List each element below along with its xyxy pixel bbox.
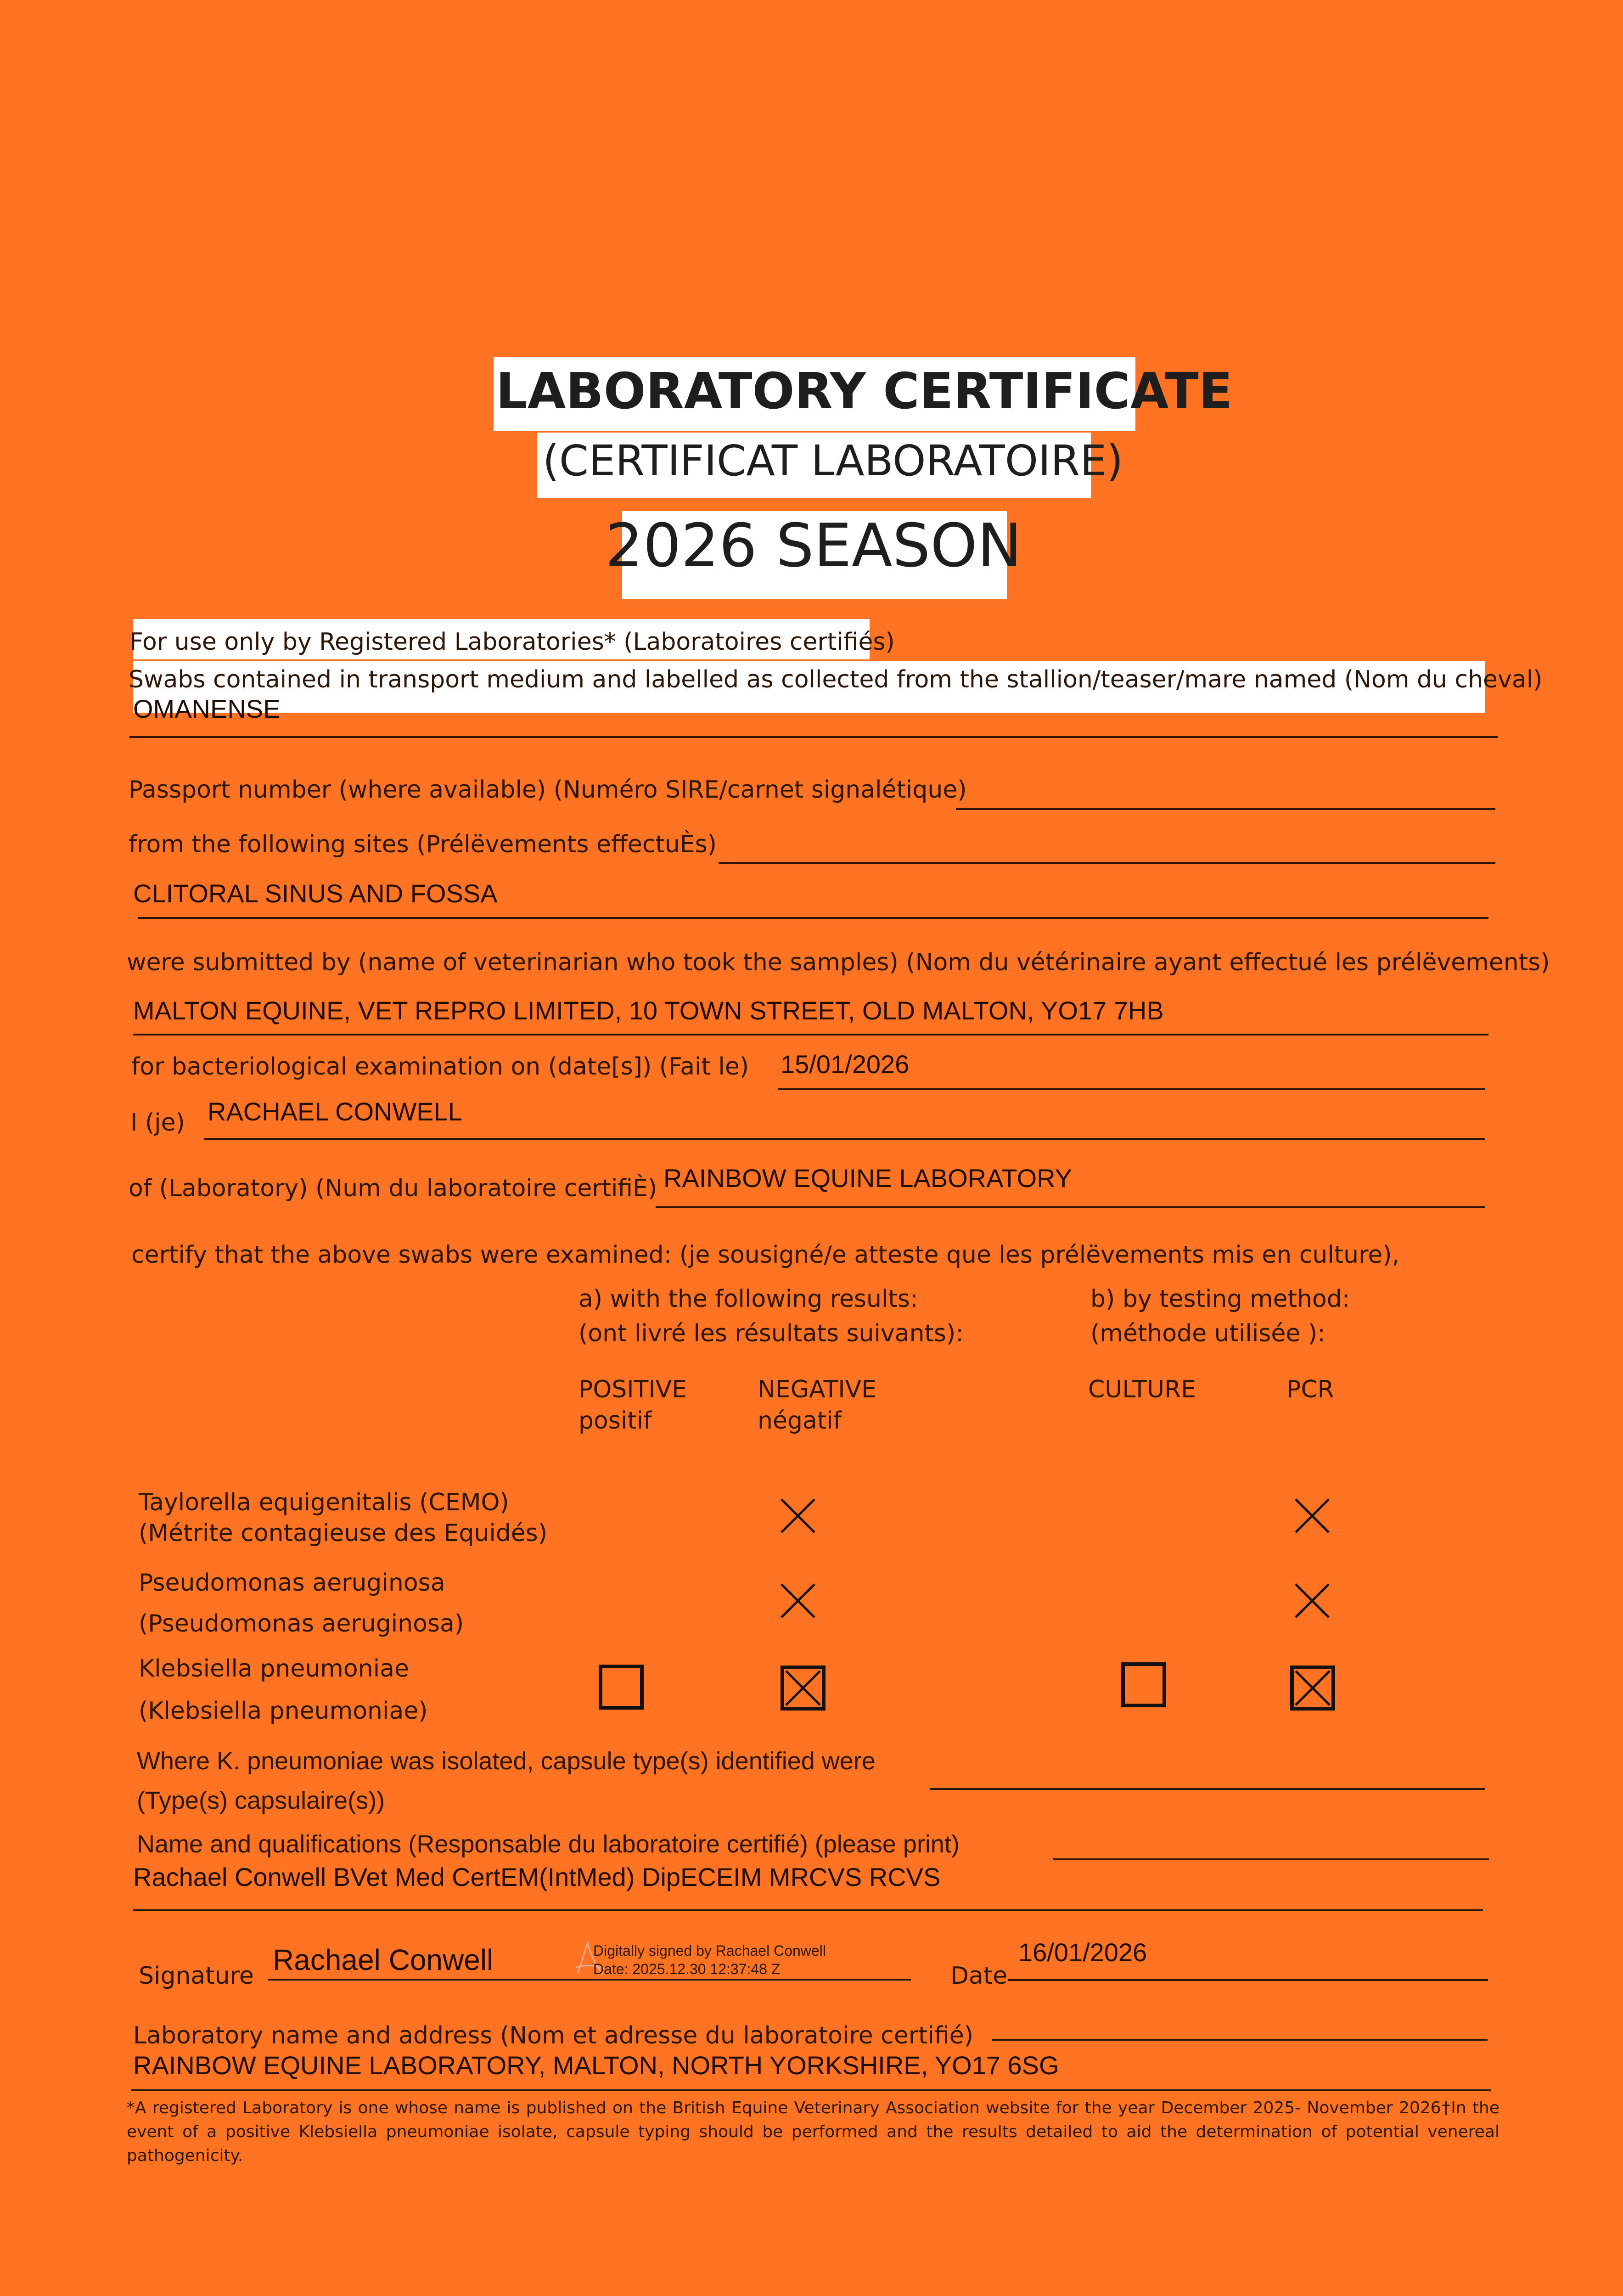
- sites-line-1: [719, 862, 1495, 864]
- i-line: [204, 1138, 1485, 1140]
- address-value: RAINBOW EQUINE LABORATORY, MALTON, NORTH YORKSHIRE, YO17 6SG: [133, 2051, 1059, 2080]
- sites-line-2: [138, 917, 1488, 919]
- responsible-value: Rachael Conwell BVet Med CertEM(IntMed) DipECEIM MRCVS RCVS: [133, 1863, 941, 1891]
- address-line-1: [992, 2039, 1488, 2041]
- responsible-label: Name and qualifications (Responsable du laboratoire certifié) (please print): [137, 1830, 960, 1858]
- date-line: [1008, 1979, 1488, 1981]
- lab-line: [656, 1206, 1485, 1208]
- klebsiella-culture-checkbox[interactable]: [1121, 1662, 1166, 1707]
- vet-value: MALTON EQUINE, VET REPRO LIMITED, 10 TOWN STREET, OLD MALTON, YO17 7HB: [133, 996, 1164, 1025]
- pseudomonas-pcr-x-icon: [1295, 1583, 1330, 1618]
- row-pseudomonas-name-fr: (Pseudomonas aeruginosa): [139, 1610, 464, 1638]
- klebsiella-negative-checkbox[interactable]: [781, 1666, 826, 1711]
- taylorella-pcr-x-icon: [1295, 1498, 1330, 1533]
- col-culture: CULTURE: [1088, 1376, 1196, 1403]
- method-heading-1: b) by testing method:: [1090, 1285, 1350, 1313]
- passport-label: Passport number (where available) (Numéro SIRE/carnet signalétique): [129, 776, 967, 804]
- vet-label: were submitted by (name of veterinarian who took the samples) (Nom du vétérinaire ayant effectué les prélëvements): [127, 949, 1550, 976]
- row-pseudomonas-name: Pseudomonas aeruginosa: [139, 1569, 445, 1597]
- row-klebsiella-name-fr: (Klebsiella pneumoniae): [139, 1697, 428, 1725]
- sites-value: CLITORAL SINUS AND FOSSA: [133, 879, 498, 908]
- certify-text: certify that the above swabs were examined: (je sousigné/e atteste que les prélëvements mis en culture),: [131, 1241, 1400, 1269]
- date-value: 16/01/2026: [1018, 1938, 1147, 1967]
- season-label: 2026 SEASON: [605, 511, 1022, 580]
- certificate-subtitle: (CERTIFICAT LABORATOIRE): [543, 436, 1123, 485]
- col-negative-2: négatif: [758, 1407, 842, 1435]
- taylorella-negative-x-icon: [781, 1498, 815, 1533]
- horse-name-value: OMANENSE: [133, 694, 281, 723]
- registered-labs-text: For use only by Registered Laboratories* (Laboratoires certifiés): [129, 628, 895, 656]
- col-positive-1: POSITIVE: [578, 1376, 687, 1403]
- i-value: RACHAEL CONWELL: [208, 1097, 462, 1126]
- row-taylorella-name: Taylorella equigenitalis (CEMO): [139, 1489, 509, 1516]
- capsule-label-2: (Type(s) capsulaire(s)): [137, 1787, 385, 1814]
- address-label: Laboratory name and address (Nom et adresse du laboratoire certifié): [133, 2022, 973, 2049]
- certificate-title: LABORATORY CERTIFICATE: [496, 363, 1233, 420]
- horse-name-line: [129, 736, 1498, 738]
- passport-line: [956, 808, 1495, 810]
- klebsiella-pcr-check-icon: [1294, 1669, 1331, 1707]
- signature-line: [268, 1979, 911, 1981]
- method-heading-2: (méthode utilisée ):: [1090, 1320, 1325, 1347]
- footnote-text: *A registered Laboratory is one whose name is published on the British Equine Veterinary Association website for the year December 2025- November 2026†In the event of a positive Klebsiella pneumoniae isolate, capsule typing should be performed and the results detailed to aid the determination of potential venereal pathogenicity.: [127, 2099, 1499, 2166]
- signature-label: Signature: [139, 1962, 254, 1990]
- capsule-label-1: Where K. pneumoniae was isolated, capsule type(s) identified were: [137, 1747, 876, 1775]
- klebsiella-pcr-checkbox[interactable]: [1290, 1666, 1335, 1711]
- signature-name: Rachael Conwell: [273, 1943, 494, 1976]
- responsible-line-2: [133, 1909, 1483, 1911]
- vet-line: [133, 1034, 1488, 1035]
- klebsiella-positive-checkbox[interactable]: [599, 1665, 644, 1710]
- capsule-line: [930, 1788, 1485, 1790]
- swabs-text: Swabs contained in transport medium and labelled as collected from the stallion/teaser/mare named (Nom du cheval): [129, 666, 1543, 693]
- row-klebsiella-name: Klebsiella pneumoniae: [139, 1655, 410, 1683]
- responsible-line-1: [1053, 1858, 1489, 1860]
- col-positive-2: positif: [578, 1407, 652, 1435]
- exam-date-label: for bacteriological examination on (date[s]) (Fait le): [131, 1053, 749, 1080]
- results-heading-1: a) with the following results:: [578, 1285, 918, 1313]
- exam-date-value: 15/01/2026: [781, 1050, 910, 1079]
- date-label: Date: [950, 1962, 1008, 1990]
- pseudomonas-negative-x-icon: [781, 1583, 815, 1618]
- exam-date-line: [778, 1088, 1485, 1090]
- digital-sign-line-1: Digitally signed by Rachael Conwell: [593, 1942, 826, 1959]
- row-taylorella-name-fr: (Métrite contagieuse des Equidés): [139, 1519, 548, 1547]
- sites-label: from the following sites (Prélëvements effectuÈs): [129, 831, 717, 858]
- address-line-2: [131, 2089, 1491, 2091]
- digital-sign-line-2: Date: 2025.12.30 12:37:48 Z: [593, 1961, 781, 1977]
- klebsiella-negative-check-icon: [784, 1669, 822, 1707]
- results-heading-2: (ont livré les résultats suivants):: [578, 1320, 964, 1347]
- col-pcr: PCR: [1286, 1376, 1334, 1403]
- lab-label: of (Laboratory) (Num du laboratoire certifiÈ): [129, 1175, 657, 1202]
- lab-value: RAINBOW EQUINE LABORATORY: [663, 1164, 1072, 1193]
- i-label: I (je): [130, 1109, 185, 1137]
- col-negative-1: NEGATIVE: [758, 1376, 877, 1403]
